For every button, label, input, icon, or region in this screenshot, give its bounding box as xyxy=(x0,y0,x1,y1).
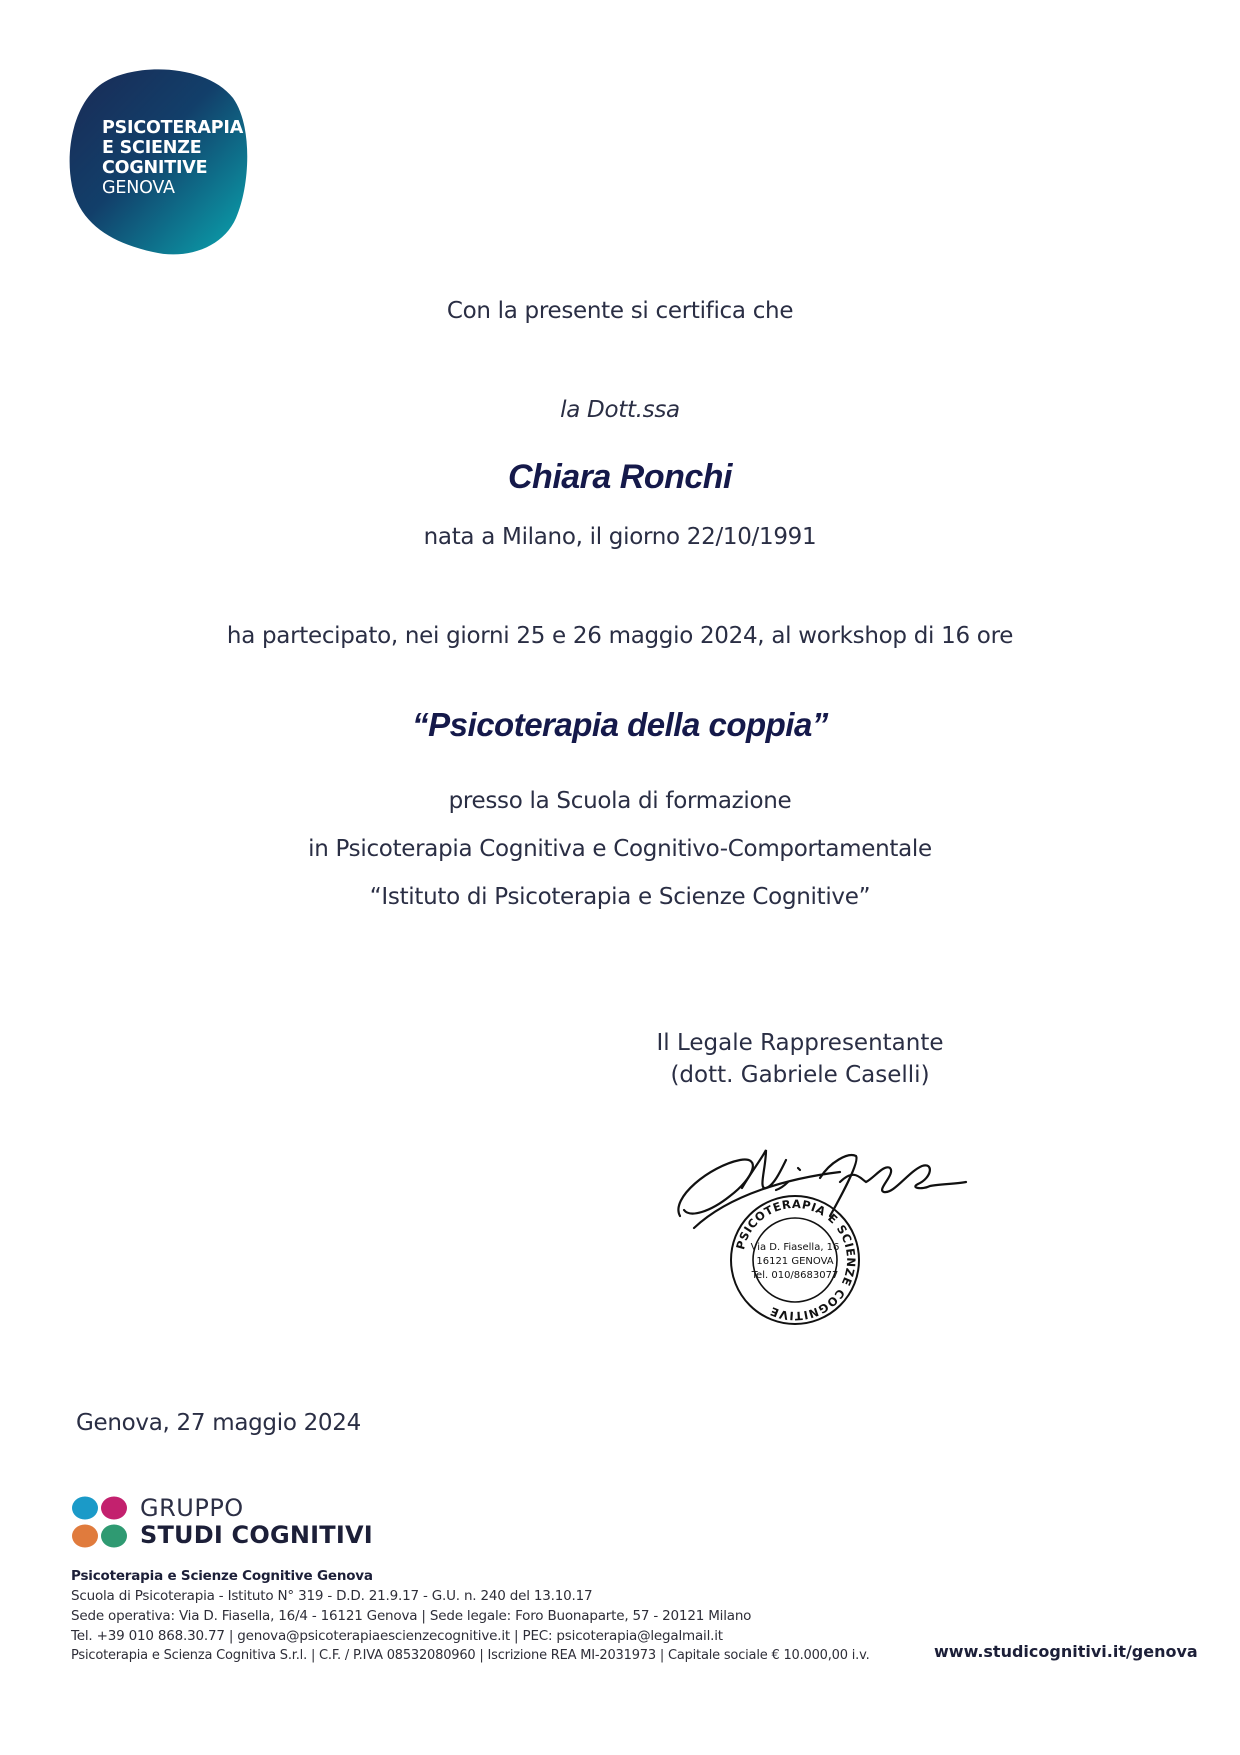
participation-text: ha partecipato, nei giorni 25 e 26 maggio 2024, al workshop di 16 ore xyxy=(226,623,1014,649)
stamp-ring-text: PSICOTERAPIA E SCIENZE COGNITIVE xyxy=(733,1196,859,1324)
logo-line: COGNITIVE xyxy=(102,158,208,178)
logo-line: PSICOTERAPIA xyxy=(102,118,244,138)
school-line-2: in Psicoterapia Cognitiva e Cognitivo-Comportamentale xyxy=(308,836,932,862)
footer-line-3: Tel. +39 010 868.30.77 | genova@psicoterapiaescienzecognitive.it | PEC: psicoterapia@legalmail.it xyxy=(71,1628,723,1644)
certificate-intro: Con la presente si certifica che xyxy=(446,298,794,324)
footer-line-1: Scuola di Psicoterapia - Istituto N° 319 - D.D. 21.9.17 - G.U. n. 240 del 13.10.17 xyxy=(71,1588,593,1604)
stamp-line: Tel. 010/8683077 xyxy=(751,1270,839,1281)
footer-website-link[interactable]: www.studicognitivi.it/genova xyxy=(934,1642,1198,1661)
footer-line-4: Psicoterapia e Scienza Cognitiva S.r.l. | C.F. / P.IVA 08532080960 | Iscrizione REA MI-2031973 | Capitale sociale € 10.000,00 i.v. xyxy=(71,1648,870,1663)
group-name-line-2: STUDI COGNITIVI xyxy=(140,1521,373,1549)
honorific: la Dott.ssa xyxy=(560,397,680,423)
footer-org-name: Psicoterapia e Scienze Cognitive Genova xyxy=(71,1568,373,1584)
footer-line-2: Sede operativa: Via D. Fiasella, 16/4 - 16121 Genova | Sede legale: Foro Buonaparte, 57 - 20121 Milano xyxy=(71,1608,752,1624)
signatory-role: Il Legale Rappresentante xyxy=(656,1030,944,1056)
group-name-line-1: GRUPPO xyxy=(140,1494,244,1522)
signatory-name: (dott. Gabriele Caselli) xyxy=(670,1062,930,1088)
stamp-line: 16121 GENOVA xyxy=(756,1256,834,1267)
place-date: Genova, 27 maggio 2024 xyxy=(76,1410,361,1436)
logo-text xyxy=(102,118,243,198)
official-stamp xyxy=(727,1192,863,1328)
birth-info: nata a Milano, il giorno 22/10/1991 xyxy=(423,524,817,550)
school-line-1: presso la Scuola di formazione xyxy=(448,788,792,814)
stamp-line: Via D. Fiasella, 16 xyxy=(750,1242,840,1253)
workshop-title: “Psicoterapia della coppia” xyxy=(412,706,828,743)
logo-line: GENOVA xyxy=(102,178,175,198)
recipient-name: Chiara Ronchi xyxy=(508,458,732,496)
logo-line: E SCIENZE xyxy=(102,138,202,158)
school-line-3: “Istituto di Psicoterapia e Scienze Cognitive” xyxy=(369,884,871,910)
group-logo-dots-icon xyxy=(70,1493,130,1553)
